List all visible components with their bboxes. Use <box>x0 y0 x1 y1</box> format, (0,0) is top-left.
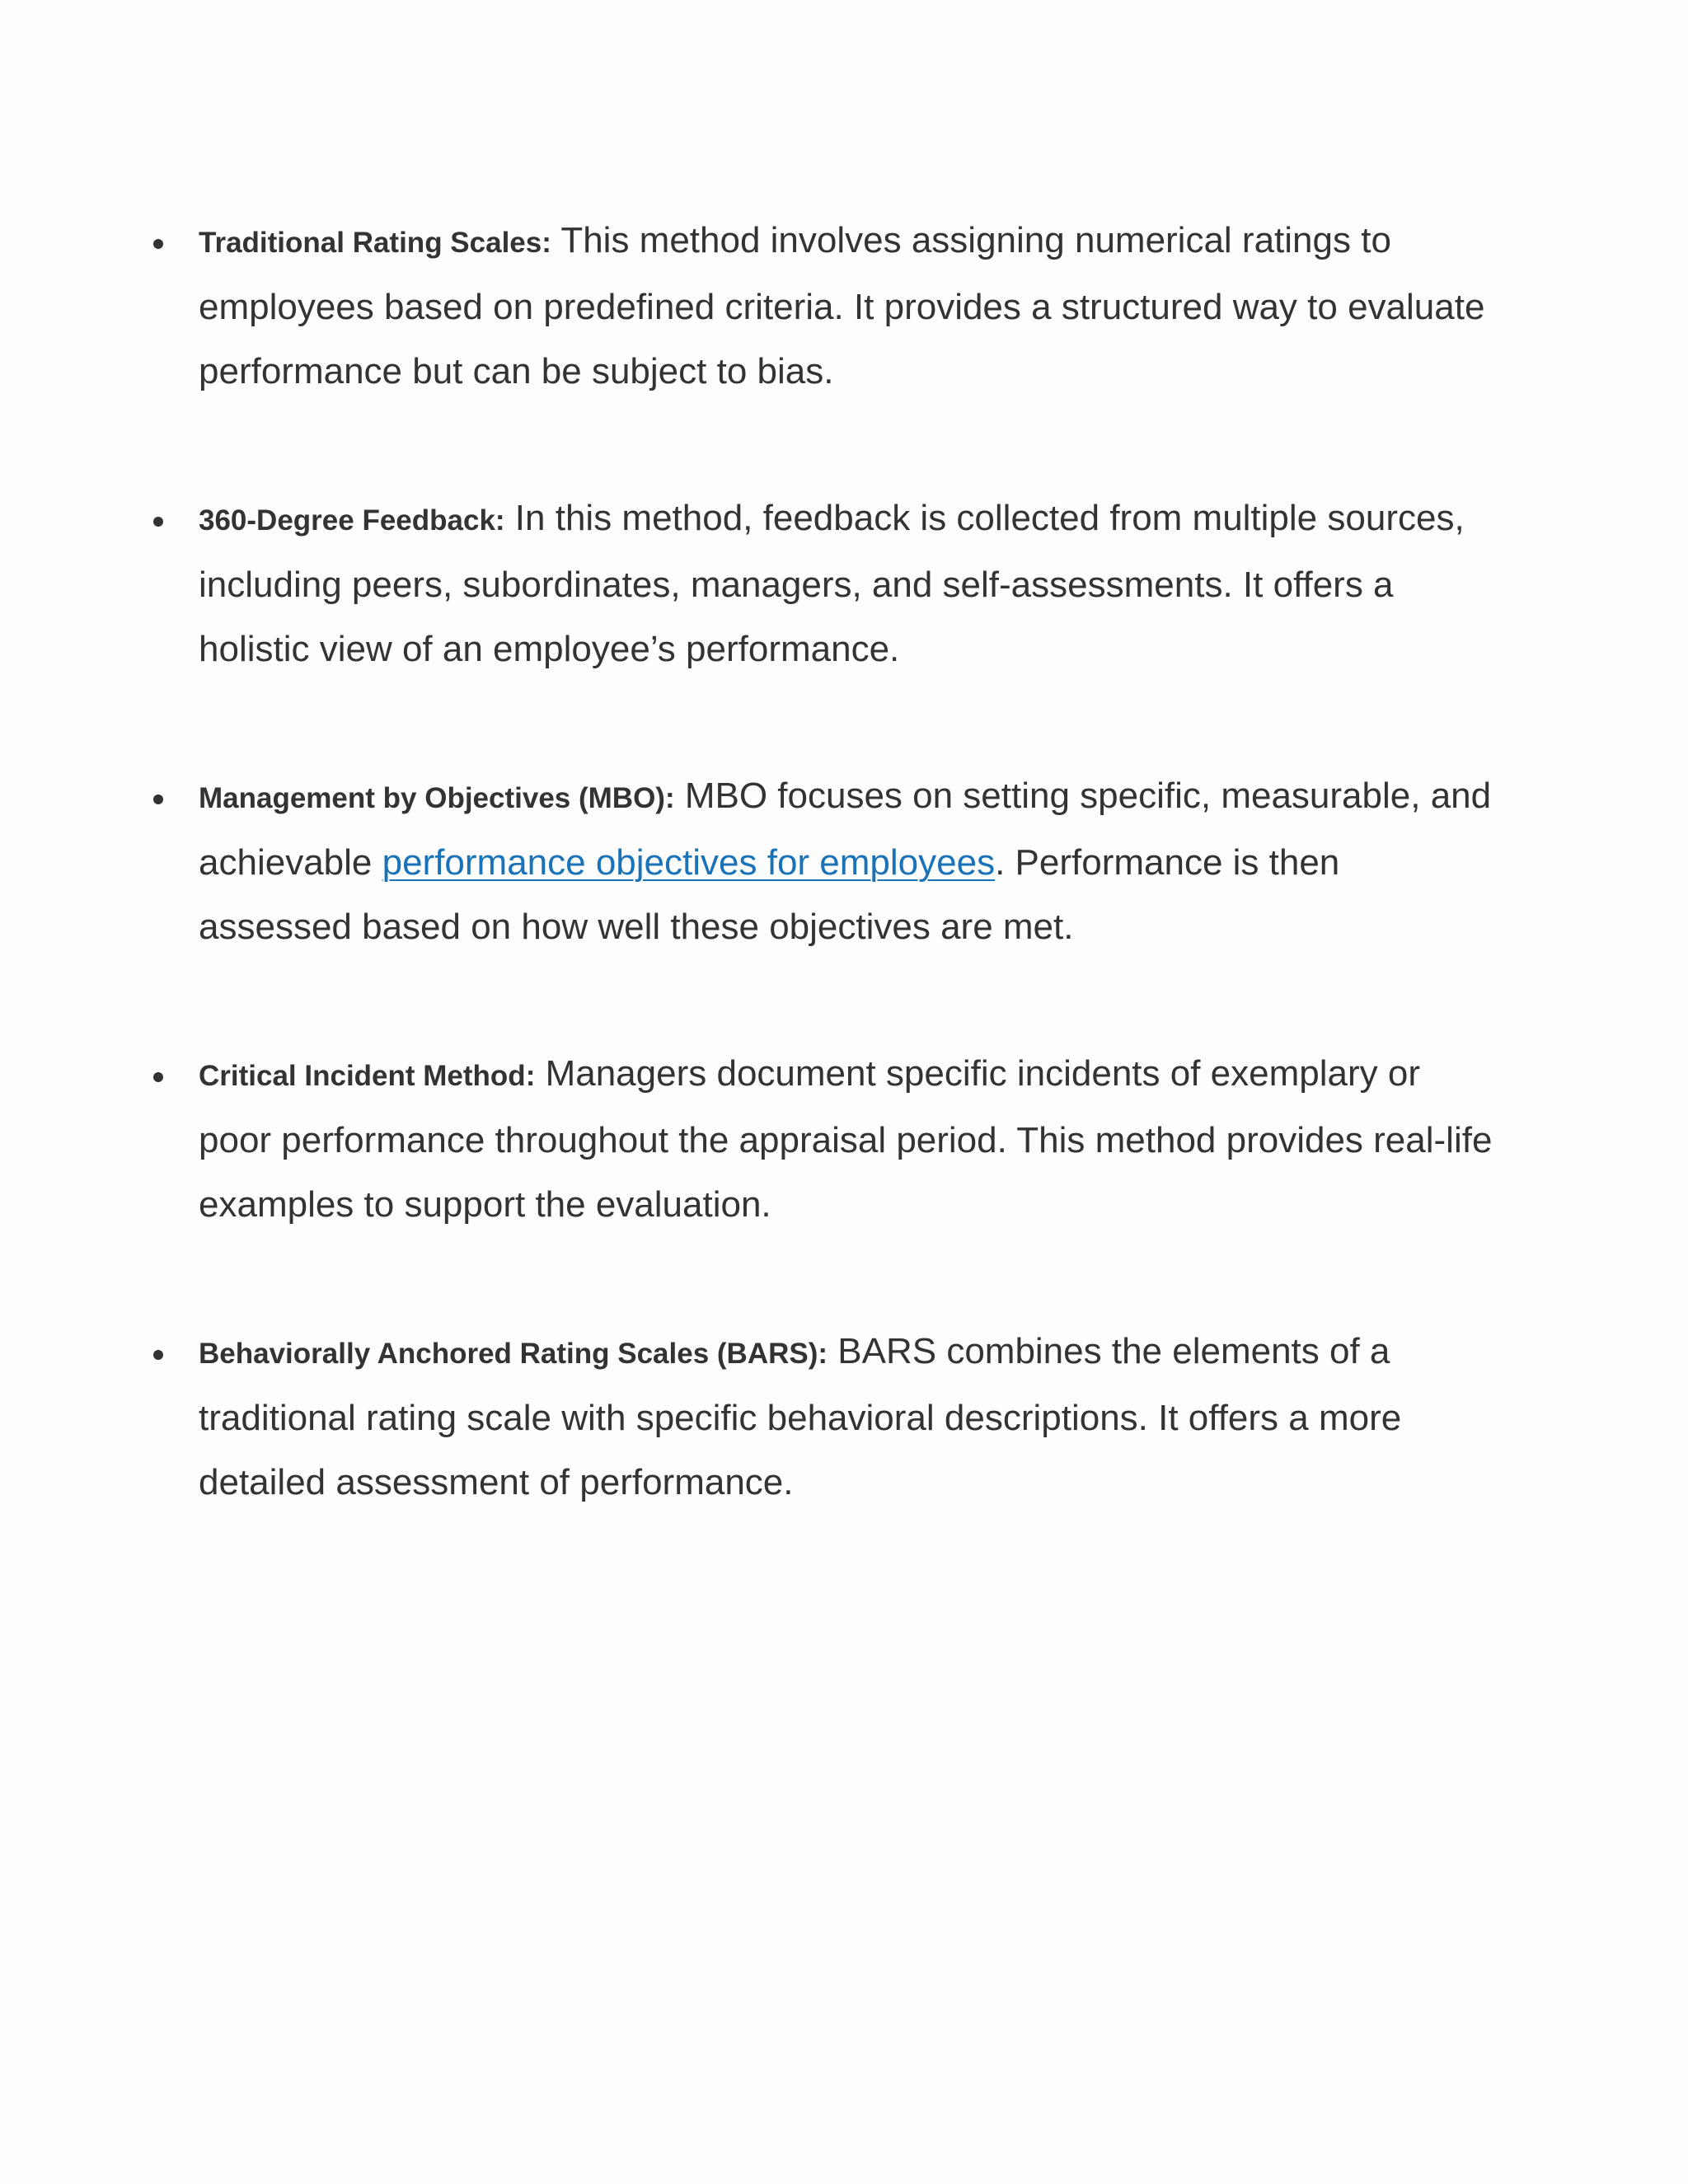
bullet-icon <box>153 794 163 804</box>
bullet-icon <box>153 1350 163 1360</box>
list-item-paragraph <box>199 1042 1501 1237</box>
term-description: BARS combines the elements of a traditional rating scale with specific behavioral descriptions. It offers a more detailed assessment of performance. <box>199 1331 1402 1502</box>
document-body <box>0 209 1688 1515</box>
list-item-paragraph <box>199 1319 1501 1515</box>
term-heading: Behaviorally Anchored Rating Scales (BARS): <box>199 1338 828 1370</box>
term-description: This method involves assigning numerical ratings to employees based on predefined criteria. It provides a structured way to evaluate performance but can be subject to bias. <box>199 220 1485 391</box>
list-item-paragraph <box>199 764 1501 959</box>
term-heading: Traditional Rating Scales: <box>199 227 551 259</box>
list-item-critical-incident-method <box>0 1042 1501 1237</box>
term-description: In this method, feedback is collected from multiple sources, including peers, subordinates, managers, and self-assessments. It offers a holistic view of an employee’s performance. <box>199 498 1465 669</box>
list-item-bars <box>0 1319 1501 1515</box>
performance-objectives-link[interactable]: performance objectives for employees <box>382 842 996 883</box>
appraisal-methods-list <box>0 209 1688 1515</box>
bullet-icon <box>153 239 163 249</box>
list-item-paragraph <box>199 209 1501 404</box>
list-item-paragraph <box>199 486 1501 682</box>
list-item-traditional-rating-scales <box>0 209 1501 404</box>
term-description: Managers document specific incidents of exemplary or poor performance throughout the appraisal period. This method provides real-life examples to support the evaluation. <box>199 1053 1493 1225</box>
term-heading: 360-Degree Feedback: <box>199 504 505 537</box>
term-heading: Management by Objectives (MBO): <box>199 782 675 814</box>
list-item-360-degree-feedback <box>0 486 1501 682</box>
bullet-icon <box>153 1072 163 1082</box>
bullet-icon <box>153 517 163 527</box>
list-item-management-by-objectives <box>0 764 1501 959</box>
term-description-start: MBO focuses on setting specific, measurable, and achievable <box>199 776 1492 883</box>
term-heading: Critical Incident Method: <box>199 1060 536 1092</box>
term-description-end: . Performance is then assessed based on how well these objectives are met. <box>199 842 1340 947</box>
